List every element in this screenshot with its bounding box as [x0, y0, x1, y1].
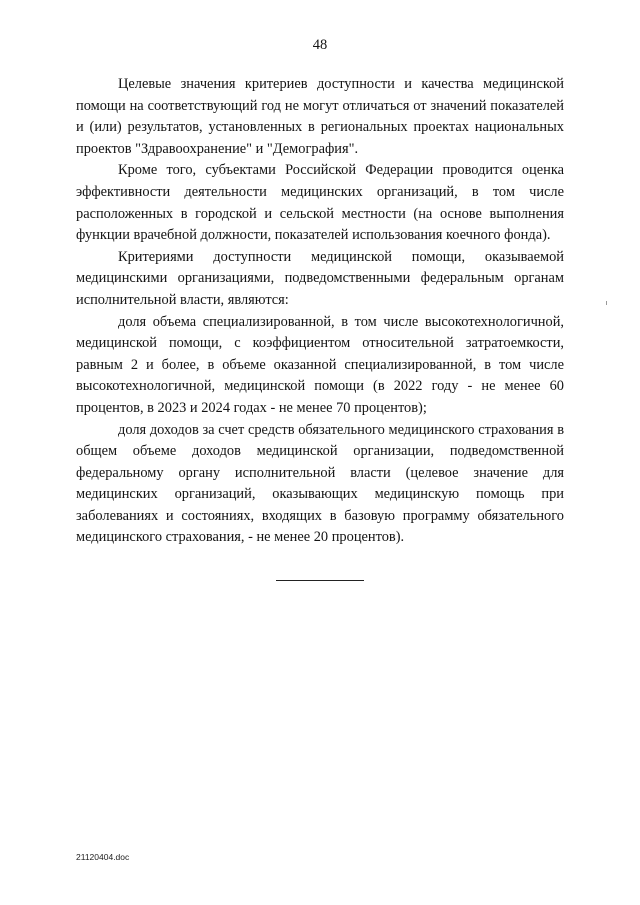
paragraph-high-tech-share: доля объема специализированной, в том числе высокотехнологичной, медицинской помощи, с коэффициентом относительной затратоемкости, равным 2 и более, в объеме оказанной специализированной, в том числе высокотехнологичной, медицинской помощи (в 2022 году - не менее 60 процентов, в 2023 и 2024 годах - не менее 70 процентов);: [76, 313, 564, 416]
paragraph-target-values: Целевые значения критериев доступности и качества медицинской помощи на соответствующий год не могут отличаться от значений показателей и (или) результатов, установленных в региональных проектах национальных проектов "Здравоохранение" и "Демография".: [76, 76, 564, 157]
paragraph-insurance-income-share: доля доходов за счет средств обязательного медицинского страхования в общем объеме доходов медицинской организации, подведомственной федеральному органу исполнительной власти (целевое значение для медицинских организаций, оказывающих медицинскую помощь при заболеваниях и состояниях, входящих в базовую программу обязательного медицинского страхования, - не менее 20 процентов).: [76, 421, 564, 546]
footer-filename: 21120404.doc: [76, 852, 130, 862]
paragraph-accessibility-criteria: Критериями доступности медицинской помощи, оказываемой медицинскими организациями, подведомственными федеральным органам исполнительной власти, являются:: [76, 248, 564, 308]
page-number: 48: [312, 37, 328, 53]
margin-mark: [606, 301, 607, 305]
end-separator-line: [276, 580, 364, 581]
paragraph-efficiency-assessment: Кроме того, субъектами Российской Федерации проводится оценка эффективности деятельности медицинских организаций, в том числе расположенных в городской и сельской местности (на основе выполнения функции врачебной должности, показателей использования коечного фонда).: [76, 162, 564, 244]
document-body: [76, 74, 564, 549]
